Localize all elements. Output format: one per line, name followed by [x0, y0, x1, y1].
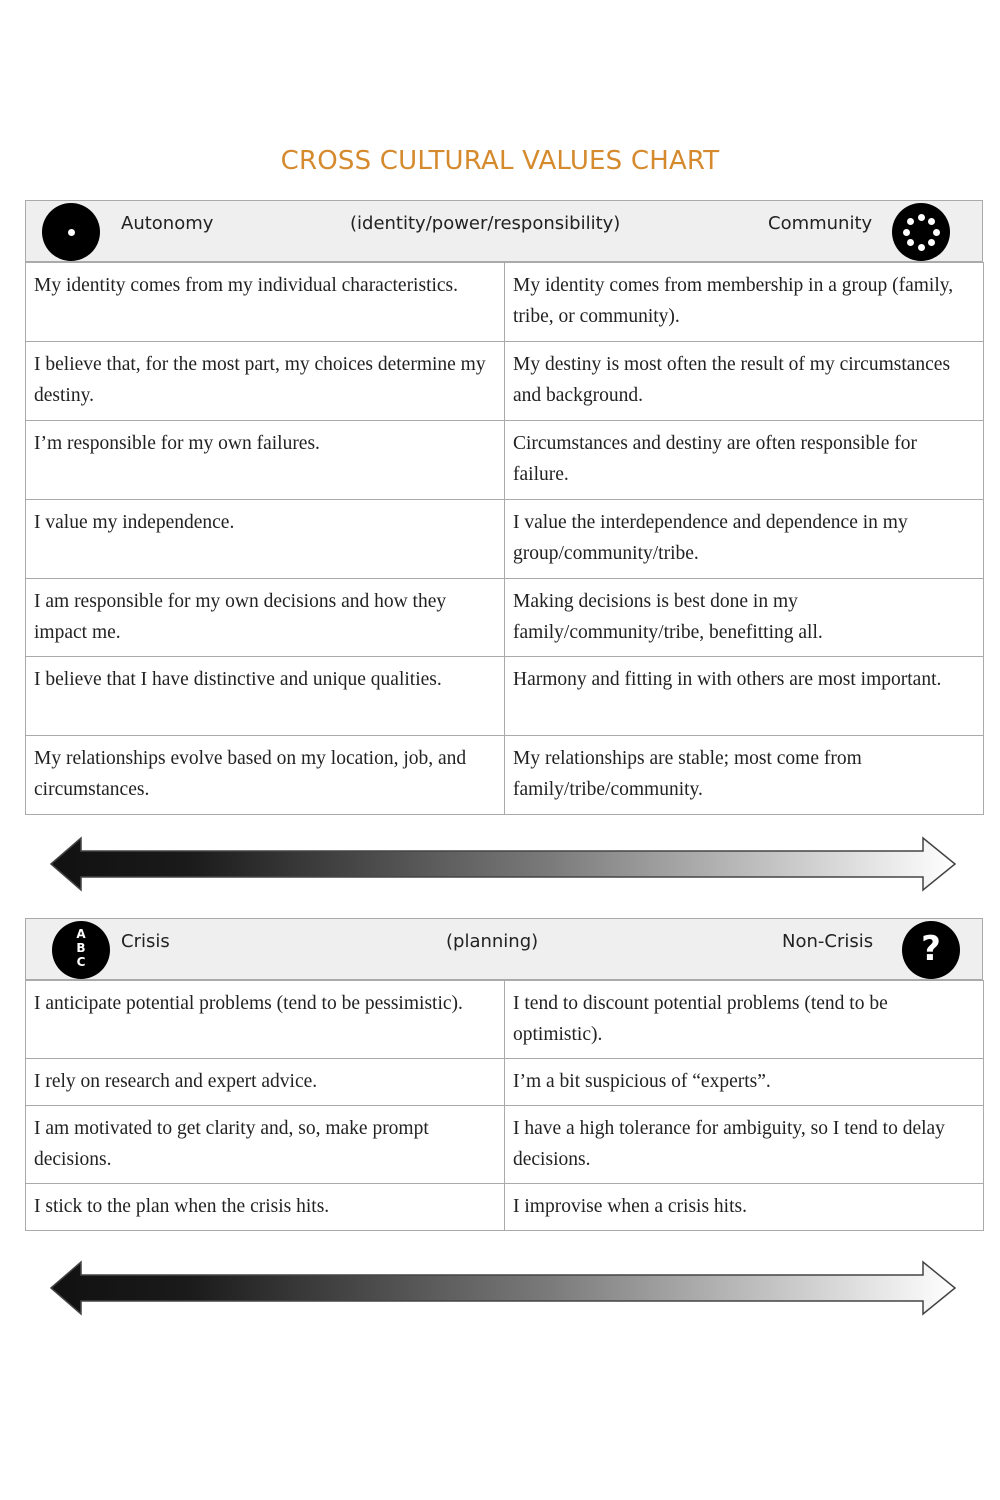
right-label: Community: [768, 213, 873, 234]
table-row: [26, 499, 984, 578]
right-cell: I have a high tolerance for ambiguity, so I tend to delay decisions.: [505, 1106, 984, 1184]
left-label: Crisis: [121, 931, 170, 952]
table-row: [26, 263, 984, 342]
page-title: CROSS CULTURAL VALUES CHART: [280, 146, 720, 176]
section-header: [25, 200, 983, 262]
table-row: [26, 736, 984, 815]
crisis-noncrisis-section: [25, 918, 983, 1231]
left-cell: I anticipate potential problems (tend to be pessimistic).: [26, 981, 505, 1059]
right-cell: Harmony and fitting in with others are most important.: [505, 657, 984, 736]
table-row: [26, 1059, 984, 1106]
right-cell: Circumstances and destiny are often responsible for failure.: [505, 420, 984, 499]
right-label: Non-Crisis: [782, 931, 874, 952]
spectrum-arrow: [45, 1258, 965, 1318]
circle-of-dots-icon: [892, 203, 950, 261]
right-cell: I value the interdependence and dependence in my group/community/tribe.: [505, 499, 984, 578]
right-cell: I’m a bit suspicious of “experts”.: [505, 1059, 984, 1106]
section-header: [25, 918, 983, 980]
left-cell: I rely on research and expert advice.: [26, 1059, 505, 1106]
table-row: [26, 1106, 984, 1184]
left-cell: My relationships evolve based on my location, job, and circumstances.: [26, 736, 505, 815]
autonomy-community-section: [25, 200, 983, 815]
left-cell: I value my independence.: [26, 499, 505, 578]
left-cell: My identity comes from my individual characteristics.: [26, 263, 505, 342]
right-cell: I improvise when a crisis hits.: [505, 1184, 984, 1231]
table-row: [26, 578, 984, 657]
table-row: [26, 1184, 984, 1231]
left-label: Autonomy: [121, 213, 214, 234]
solid-circle-dot-icon: [42, 203, 100, 261]
table-row: [26, 657, 984, 736]
left-cell: I’m responsible for my own failures.: [26, 420, 505, 499]
right-cell: Making decisions is best done in my family/community/tribe, benefitting all.: [505, 578, 984, 657]
left-cell: I believe that, for the most part, my choices determine my destiny.: [26, 341, 505, 420]
table-row: [26, 420, 984, 499]
left-cell: I stick to the plan when the crisis hits.: [26, 1184, 505, 1231]
left-cell: I believe that I have distinctive and unique qualities.: [26, 657, 505, 736]
abc-circle-icon: A B C: [52, 921, 110, 979]
right-cell: My identity comes from membership in a group (family, tribe, or community).: [505, 263, 984, 342]
center-label: (planning): [446, 931, 539, 952]
values-table: [25, 980, 984, 1231]
values-table: [25, 262, 984, 815]
question-mark-circle-icon: ?: [902, 921, 960, 979]
right-cell: I tend to discount potential problems (tend to be optimistic).: [505, 981, 984, 1059]
left-cell: I am motivated to get clarity and, so, make prompt decisions.: [26, 1106, 505, 1184]
center-label: (identity/power/responsibility): [350, 213, 621, 234]
table-row: [26, 981, 984, 1059]
left-cell: I am responsible for my own decisions and how they impact me.: [26, 578, 505, 657]
right-cell: My destiny is most often the result of my circumstances and background.: [505, 341, 984, 420]
right-cell: My relationships are stable; most come from family/tribe/community.: [505, 736, 984, 815]
spectrum-arrow: [45, 834, 965, 894]
table-row: [26, 341, 984, 420]
